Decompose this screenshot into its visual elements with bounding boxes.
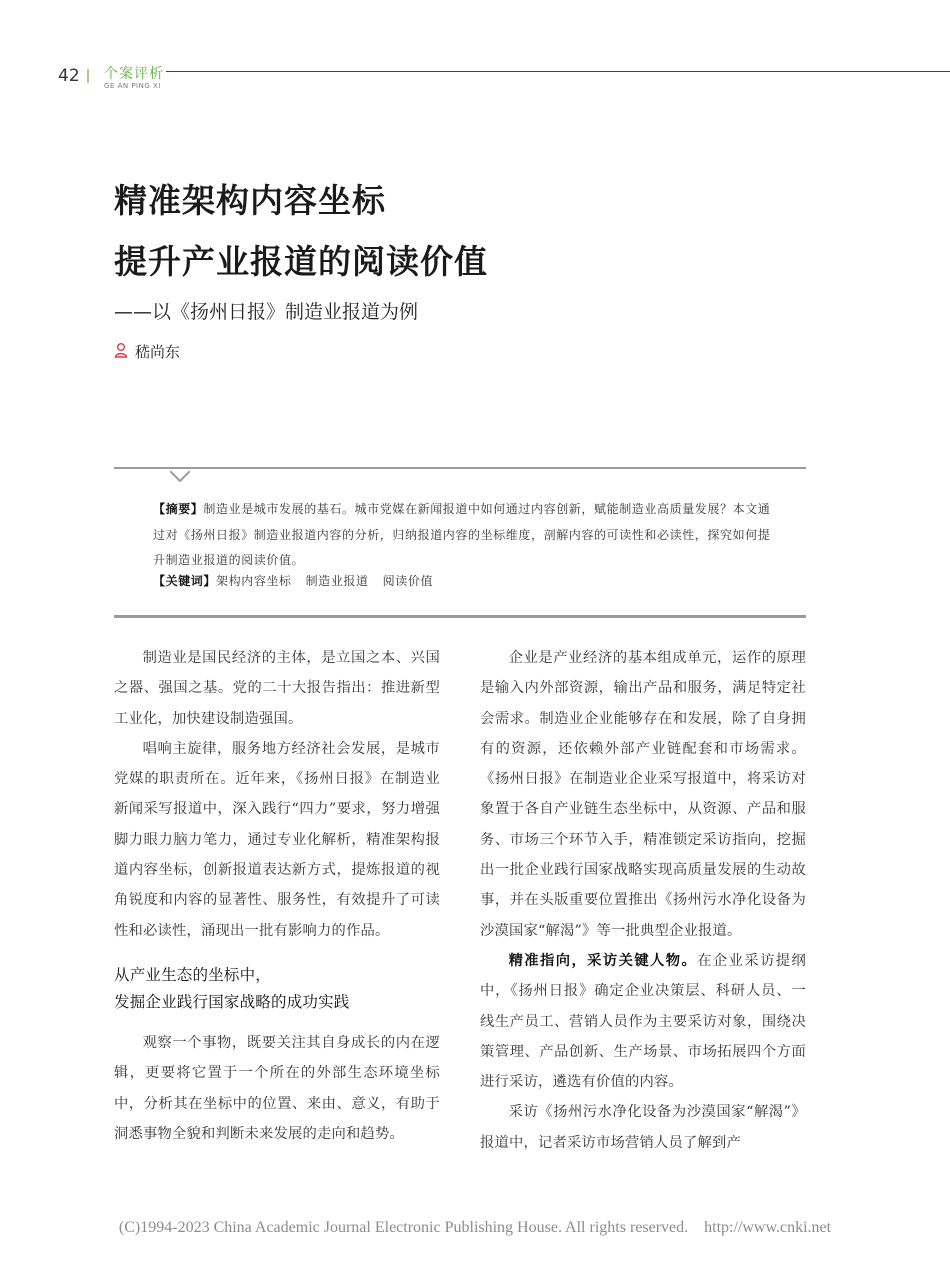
abstract (153, 497, 773, 574)
abstract-text: 制造业是城市发展的基石。城市党媒在新闻报道中如何通过内容创新，赋能制造业高质量发展？本文通过对《扬州日报》制造业报道内容的分析，归纳报道内容的坐标维度，剖解内容的可读性和必读性，探究如何提升制造业报道的阅读价值。 (153, 502, 771, 567)
paragraph-text: 在企业采访提纲中，《扬州日报》确定企业决策层、科研人员、一线生产员工、营销人员作为主要采访对象，围绕决策管理、产品创新、生产场景、市场拓展四个方面进行采访，遴选有价值的内容。 (480, 952, 806, 1091)
paragraph: 唱响主旋律，服务地方经济社会发展，是城市党媒的职责所在。近年来，《扬州日报》在制造业新闻采写报道中，深入践行“四力”要求，努力增强脚力眼力脑力笔力，通过专业化解析，精准架构报道内容坐标，创新报道表达新方式，提炼报道的视角锐度和内容的显著性、服务性，有效提升了可读性和必读性，涌现出一批有影响力的作品。 (114, 740, 440, 939)
abstract-label: 【摘要】 (153, 502, 204, 516)
body-column-left (114, 643, 440, 1149)
keywords-label: 【关键词】 (153, 574, 217, 588)
paragraph: 制造业是国民经济的主体，是立国之本、兴国之器、强国之基。党的二十大报告指出：推进新型工业化，加快建设制造强国。 (114, 650, 440, 727)
article-title-line2: 提升产业报道的阅读价值 (114, 242, 488, 281)
paragraph-lead: 精准指向，采访关键人物。 (508, 952, 698, 969)
section-title: 个案评析 (104, 66, 164, 82)
article-title-line1: 精准架构内容坐标 (114, 181, 386, 220)
article-subtitle: ——以《扬州日报》制造业报道为例 (114, 301, 419, 323)
keyword-item: 制造业报道 (305, 574, 369, 588)
keyword-item: 架构内容坐标 (216, 574, 292, 588)
keywords (153, 569, 773, 595)
person-icon (114, 342, 128, 362)
section-title-pinyin: GE AN PING XI (104, 82, 161, 90)
abstract-bottom-rule (114, 615, 806, 618)
body-column-right (480, 643, 806, 1158)
header-divider (87, 69, 89, 83)
page-number: 42 (58, 66, 80, 86)
copyright-footer: (C)1994-2023 China Academic Journal Electronic Publishing House. All rights reserved. http://www.cnki.net (118, 1219, 832, 1236)
author-name: 嵇尚东 (135, 343, 181, 361)
header-rule (166, 71, 950, 72)
abstract-notch (170, 467, 190, 486)
paragraph: 观察一个事物，既要关注其自身成长的内在逻辑，更要将它置于一个所在的外部生态环境坐标中，分析其在坐标中的位置、来由、意义，有助于洞悉事物全貌和判断未来发展的走向和趋势。 (114, 1034, 440, 1142)
section-heading (114, 962, 440, 1016)
section-heading-line1: 从产业生态的坐标中， (114, 965, 272, 984)
abstract-top-rule (114, 467, 806, 469)
paragraph: 采访《扬州污水净化设备为沙漠国家“解渴”》报道中，记者采访市场营销人员了解到产 (480, 1104, 806, 1151)
section-heading-line2: 发掘企业践行国家战略的成功实践 (114, 992, 350, 1011)
keyword-item: 阅读价值 (382, 574, 434, 588)
paragraph: 企业是产业经济的基本组成单元，运作的原理是输入内外部资源，输出产品和服务，满足特定社会需求。制造业企业能够存在和发展，除了自身拥有的资源，还依赖外部产业链配套和市场需求。《扬州日报》在制造业企业采写报道中，将采访对象置于各自产业链生态坐标中，从资源、产品和服务、市场三个环节入手，精准锁定采访指向，挖掘出一批企业践行国家战略实现高质量发展的生动故事，并在头版重要位置推出《扬州污水净化设备为沙漠国家“解渴”》等一批典型企业报道。 (480, 650, 806, 939)
paragraph (480, 946, 806, 1097)
